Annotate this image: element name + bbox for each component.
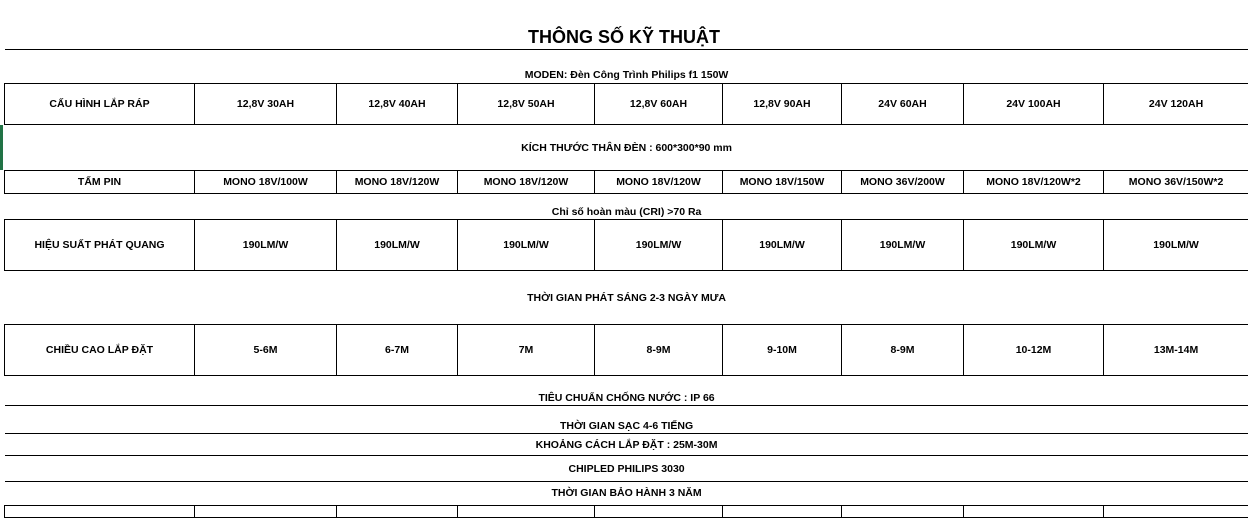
efficacy-value[interactable]: 190LM/W xyxy=(723,220,842,271)
panel-label[interactable]: TẤM PIN xyxy=(5,171,195,194)
light-time-row xyxy=(5,271,1248,325)
model-row xyxy=(5,50,1248,84)
efficacy-value[interactable]: 190LM/W xyxy=(595,220,723,271)
config-value[interactable]: 12,8V 60AH xyxy=(595,84,723,125)
height-value[interactable]: 9-10M xyxy=(723,325,842,376)
cri-row xyxy=(5,194,1248,220)
height-value[interactable]: 8-9M xyxy=(842,325,964,376)
efficacy-value[interactable]: 190LM/W xyxy=(458,220,595,271)
panel-value[interactable]: MONO 18V/120W xyxy=(337,171,458,194)
panel-row xyxy=(5,171,1248,194)
height-value[interactable]: 8-9M xyxy=(595,325,723,376)
page-title: THÔNG SỐ KỸ THUẬT xyxy=(0,26,1248,48)
height-value[interactable]: 10-12M xyxy=(964,325,1104,376)
config-value[interactable]: 24V 60AH xyxy=(842,84,964,125)
config-value[interactable]: 12,8V 40AH xyxy=(337,84,458,125)
size-row xyxy=(5,125,1248,171)
height-value[interactable]: 5-6M xyxy=(195,325,337,376)
panel-value[interactable]: MONO 18V/100W xyxy=(195,171,337,194)
spec-table xyxy=(4,49,1248,518)
efficacy-value[interactable]: 190LM/W xyxy=(195,220,337,271)
panel-value[interactable]: MONO 36V/200W xyxy=(842,171,964,194)
row-selection-marker xyxy=(0,125,3,170)
charge-row xyxy=(5,406,1248,434)
config-label[interactable]: CẤU HÌNH LẮP RÁP xyxy=(5,84,195,125)
height-value[interactable]: 13M-14M xyxy=(1104,325,1248,376)
efficacy-value[interactable]: 190LM/W xyxy=(842,220,964,271)
panel-value[interactable]: MONO 18V/120W xyxy=(458,171,595,194)
panel-value[interactable]: MONO 18V/120W*2 xyxy=(964,171,1104,194)
waterproof-cell[interactable]: TIÊU CHUẨN CHỐNG NƯỚC : IP 66 xyxy=(5,376,1248,406)
warranty-row xyxy=(5,482,1248,506)
efficacy-row xyxy=(5,220,1248,271)
efficacy-label[interactable]: HIỆU SUẤT PHÁT QUANG xyxy=(5,220,195,271)
efficacy-value[interactable]: 190LM/W xyxy=(1104,220,1248,271)
waterproof-row xyxy=(5,376,1248,406)
height-row xyxy=(5,325,1248,376)
warranty-cell[interactable]: THỜI GIAN BẢO HÀNH 3 NĂM xyxy=(5,482,1248,506)
panel-value[interactable]: MONO 18V/120W xyxy=(595,171,723,194)
config-value[interactable]: 12,8V 30AH xyxy=(195,84,337,125)
config-row xyxy=(5,84,1248,125)
panel-value[interactable]: MONO 18V/150W xyxy=(723,171,842,194)
efficacy-value[interactable]: 190LM/W xyxy=(964,220,1104,271)
model-cell[interactable]: MODEN: Đèn Công Trình Philips f1 150W xyxy=(5,50,1248,84)
efficacy-value[interactable]: 190LM/W xyxy=(337,220,458,271)
spacing-cell[interactable]: KHOẢNG CÁCH LẮP ĐẶT : 25M-30M xyxy=(5,434,1248,456)
config-value[interactable]: 12,8V 90AH xyxy=(723,84,842,125)
chip-cell[interactable]: CHIPLED PHILIPS 3030 xyxy=(5,456,1248,482)
config-value[interactable]: 12,8V 50AH xyxy=(458,84,595,125)
size-cell[interactable]: KÍCH THƯỚC THÂN ĐÈN : 600*300*90 mm xyxy=(5,125,1248,171)
height-value[interactable]: 7M xyxy=(458,325,595,376)
charge-cell[interactable]: THỜI GIAN SẠC 4-6 TIẾNG xyxy=(5,406,1248,434)
chip-row xyxy=(5,456,1248,482)
light-time-cell[interactable]: THỜI GIAN PHÁT SÁNG 2-3 NGÀY MƯA xyxy=(5,271,1248,325)
config-value[interactable]: 24V 100AH xyxy=(964,84,1104,125)
panel-value[interactable]: MONO 36V/150W*2 xyxy=(1104,171,1248,194)
height-value[interactable]: 6-7M xyxy=(337,325,458,376)
config-value[interactable]: 24V 120AH xyxy=(1104,84,1248,125)
cri-cell[interactable]: Chỉ số hoàn màu (CRI) >70 Ra xyxy=(5,194,1248,220)
spacing-row xyxy=(5,434,1248,456)
height-label[interactable]: CHIỀU CAO LẮP ĐẶT xyxy=(5,325,195,376)
